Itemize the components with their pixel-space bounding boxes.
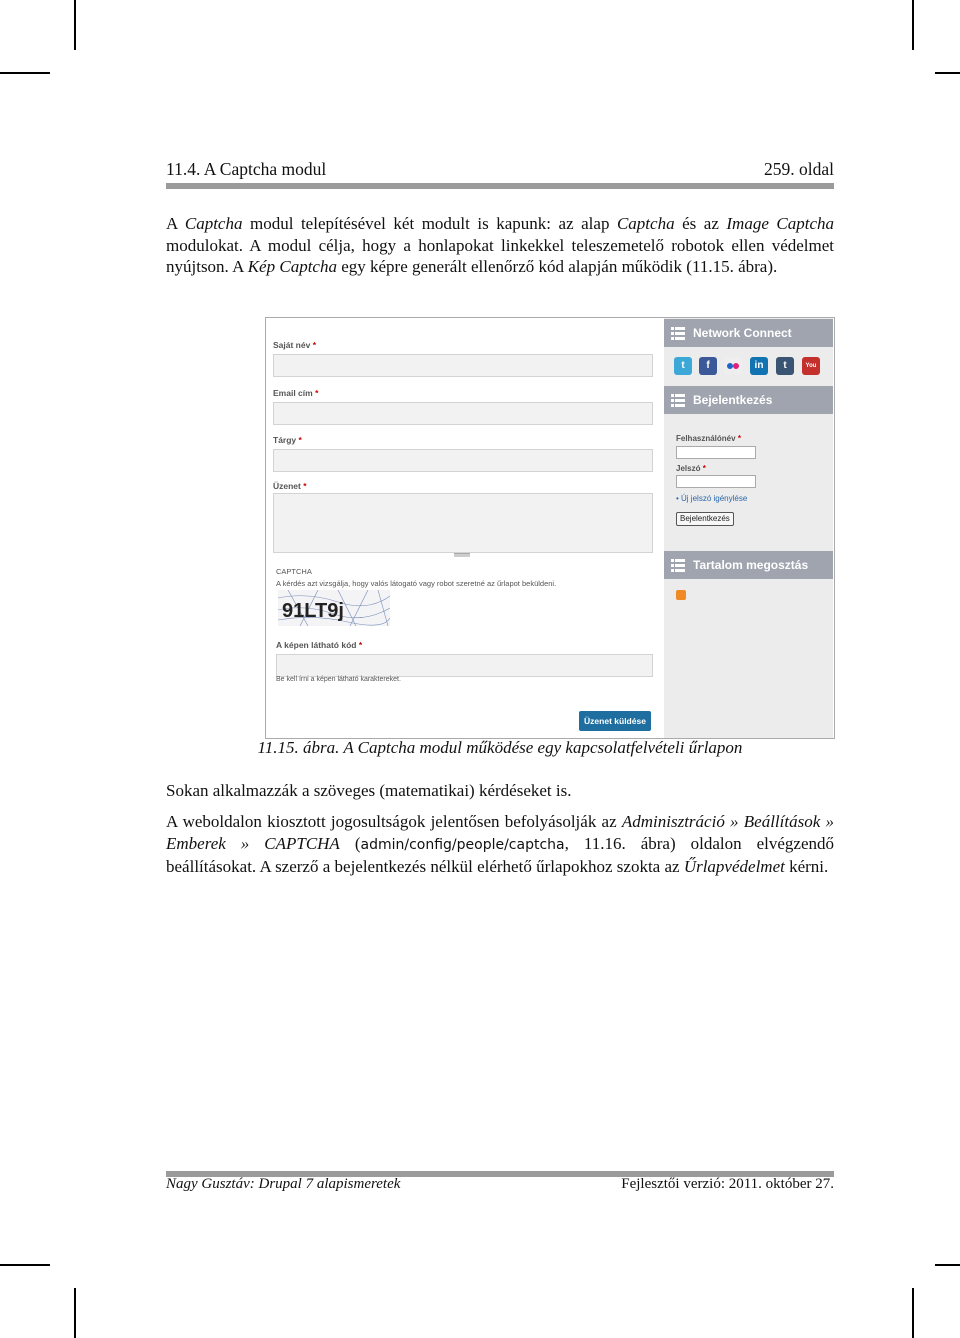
captcha-title: CAPTCHA (276, 567, 312, 576)
subject-label: Tárgy * (273, 435, 302, 445)
crop-mark (935, 1264, 960, 1266)
tumblr-icon[interactable]: t (776, 357, 794, 375)
subject-input[interactable] (273, 449, 653, 472)
content-share-header: Tartalom megosztás (664, 551, 833, 579)
login-button[interactable]: Bejelentkezés (676, 512, 734, 526)
email-input[interactable] (273, 402, 653, 425)
crop-mark (74, 0, 76, 50)
username-input[interactable] (676, 446, 756, 459)
list-icon (671, 393, 685, 407)
list-icon (671, 326, 685, 340)
paragraph-2: A weboldalon kiosztott jogosultságok jelentősen befolyásolják az Adminisztráció » Beállítások » Emberek » CAPTCHA (admin/config/people/captcha, 11.16. ábra) oldalon elvégzendő beállításokat. A szerző a bejelentkezés nélkül elérhető űrlapokhoz szokta az Űrlapvédelmet kérni. (166, 812, 834, 876)
list-icon (671, 558, 685, 572)
captcha-description: A kérdés azt vizsgálja, hogy valós látogató vagy robot szeretné az űrlapot beküldeni. (276, 579, 557, 588)
running-header (166, 159, 834, 183)
resize-grip[interactable] (454, 553, 470, 557)
figure-screenshot (265, 317, 835, 739)
figure-caption: 11.15. ábra. A Captcha modul működése egy kapcsolatfelvételi űrlapon (257, 738, 743, 757)
login-header: Bejelentkezés (664, 386, 833, 414)
intro-paragraph: A Captcha modul telepítésével két modult is kapunk: az alap Captcha és az Image Captcha modulokat. A modul célja, hogy a honlapokat linkekkel teleszemetelő robotok ellen védelmet nyújtson. A Kép Captcha egy képre generált ellenőrző kód alapján működik (11.15. ábra). (166, 214, 834, 276)
password-label: Jelszó * (676, 464, 706, 473)
header-rule (166, 183, 834, 189)
svg-text:91LT9j: 91LT9j (282, 600, 344, 622)
crop-mark (912, 0, 914, 50)
crop-mark (74, 1288, 76, 1338)
youtube-icon[interactable]: You (802, 357, 820, 375)
paragraph-1: Sokan alkalmazzák a szöveges (matematikai) kérdéseket is. (166, 781, 572, 800)
crop-mark (0, 1264, 50, 1266)
captcha-code-label: A képen látható kód * (276, 640, 363, 650)
captcha-image (278, 590, 390, 626)
crop-mark (935, 72, 960, 74)
name-label: Saját név * (273, 340, 317, 350)
footer-author: Nagy Gusztáv: Drupal 7 alapismeretek (166, 1176, 401, 1192)
new-password-link[interactable]: • Új jelszó igénylése (676, 494, 748, 503)
submit-button[interactable]: Üzenet küldése (579, 711, 651, 731)
network-connect-header: Network Connect (664, 319, 833, 347)
crop-mark (0, 72, 50, 74)
facebook-icon[interactable]: f (699, 357, 717, 375)
section-title: 11.4. A Captcha modul (166, 159, 327, 179)
captcha-code-input[interactable] (276, 654, 653, 677)
crop-mark (912, 1288, 914, 1338)
message-label: Üzenet * (273, 481, 307, 491)
rss-icon[interactable] (676, 590, 686, 600)
flickr-icon[interactable] (724, 357, 742, 375)
username-label: Felhasználónév * (676, 434, 741, 443)
footer-version: Fejlesztői verzió: 2011. október 27. (621, 1176, 834, 1192)
sidebar (664, 318, 833, 738)
linkedin-icon[interactable]: in (750, 357, 768, 375)
name-input[interactable] (273, 354, 653, 377)
page-number: 259. oldal (764, 159, 834, 179)
password-input[interactable] (676, 475, 756, 488)
message-textarea[interactable] (273, 493, 653, 553)
captcha-help: Be kell írni a képen látható karaktereket. (276, 676, 401, 683)
email-label: Email cím * (273, 388, 319, 398)
twitter-icon[interactable]: t (674, 357, 692, 375)
